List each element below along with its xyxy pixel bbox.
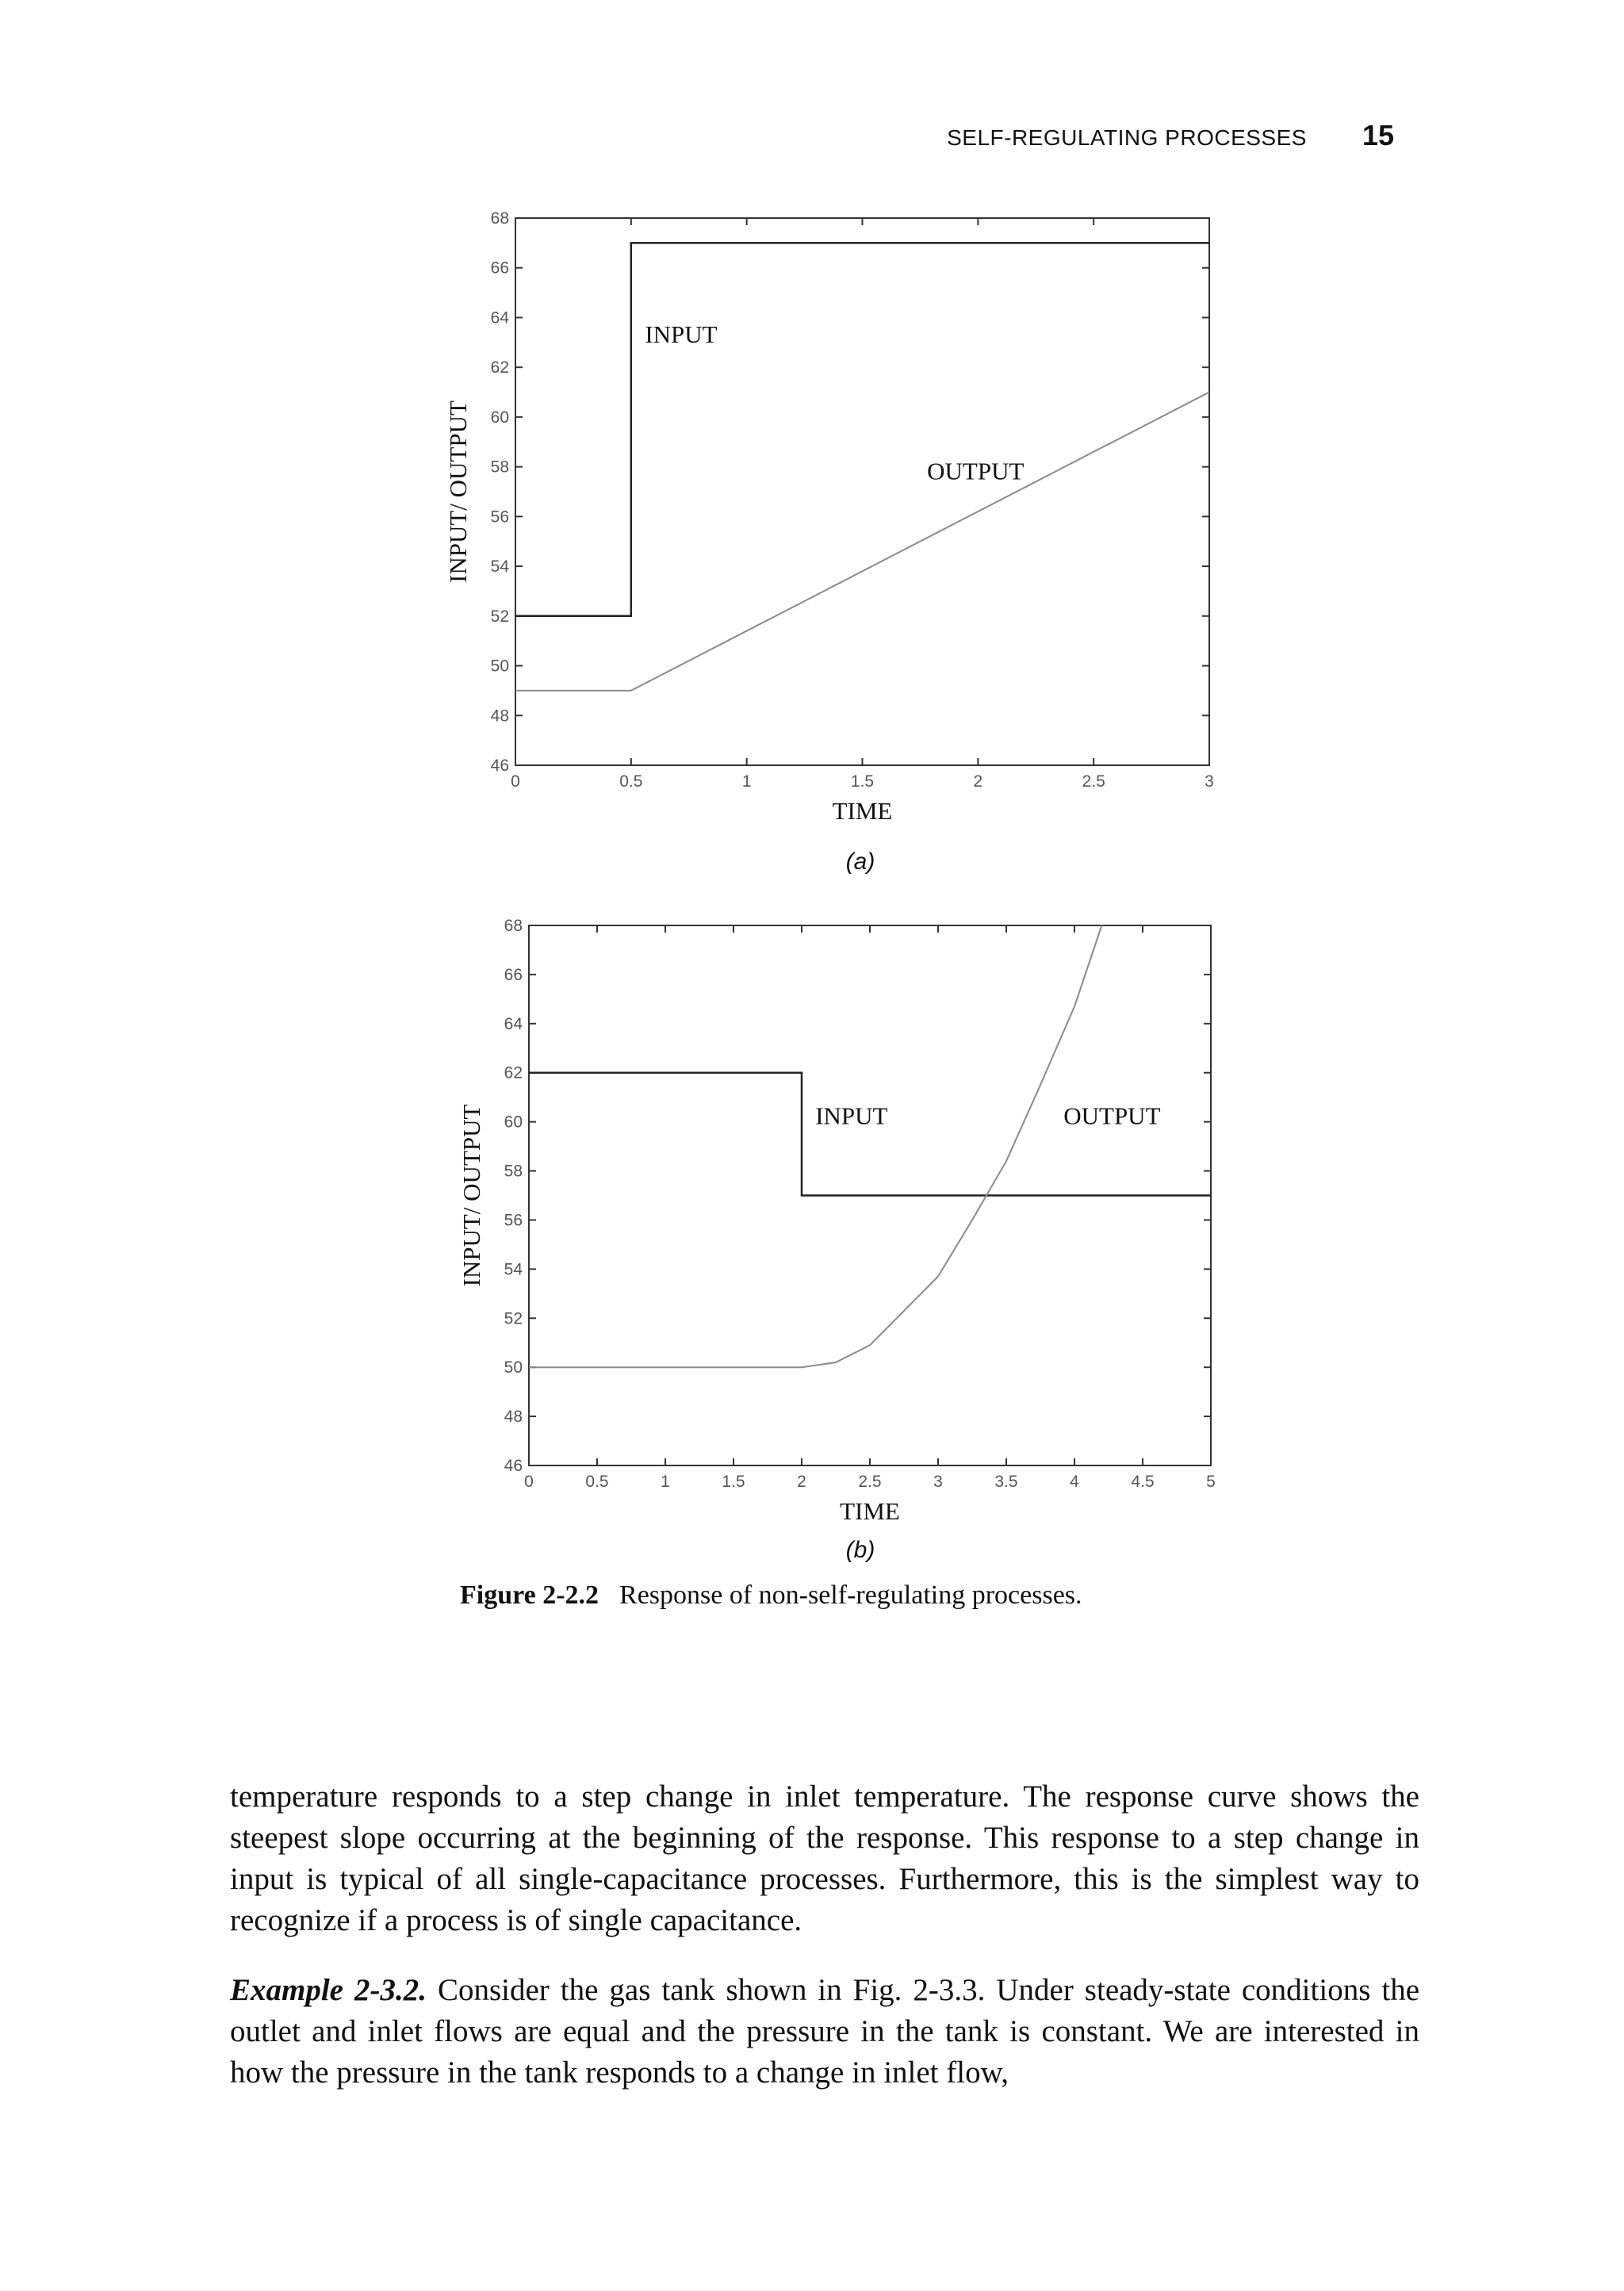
x-tick-label: 0.5 [619,772,643,791]
series-annotation-output: OUTPUT [1063,1101,1161,1130]
y-tick-label: 60 [504,1113,523,1132]
x-tick-label: 1.5 [722,1473,745,1491]
x-tick-label: 0.5 [585,1473,609,1491]
x-tick-label: 5 [1206,1473,1216,1491]
body-paragraph-1 [230,1776,1419,1941]
example-lead: Example 2-3.2. [230,1973,427,2007]
y-tick-label: 60 [490,408,509,427]
series-line-input [529,1073,1211,1196]
x-tick-label: 2 [797,1473,806,1491]
series-annotation-output: OUTPUT [927,457,1025,485]
series-annotation-input: INPUT [645,320,718,348]
y-tick-label: 66 [490,259,509,278]
y-tick-label: 54 [504,1260,523,1279]
series-annotation-input: INPUT [815,1101,888,1130]
example-text-block [230,1970,1419,2094]
y-tick-label: 50 [504,1358,523,1377]
y-tick-label: 56 [504,1211,523,1230]
y-tick-label: 52 [504,1309,523,1328]
x-tick-label: 3 [933,1473,943,1491]
y-tick-label: 48 [504,1408,523,1427]
y-tick-label: 46 [490,757,509,775]
x-tick-label: 2.5 [858,1473,882,1491]
x-tick-label: 3.5 [994,1473,1018,1491]
series-line-output [529,925,1101,1367]
x-tick-label: 2 [973,772,983,791]
y-axis-label: INPUT/ OUTPUT [444,400,472,583]
x-tick-label: 4.5 [1131,1473,1155,1491]
example-paragraph [230,1970,1419,2094]
y-tick-label: 64 [490,308,509,328]
y-tick-label: 68 [504,917,523,935]
x-tick-label: 3 [1205,772,1214,791]
y-tick-label: 50 [490,657,509,676]
panel-a-label: (a) [845,849,875,875]
y-tick-label: 62 [504,1063,523,1082]
figure-caption [460,1580,1082,1611]
x-axis-label: TIME [840,1497,900,1525]
panel-b-label: (b) [845,1537,875,1563]
y-axis-label: INPUT/ OUTPUT [458,1104,485,1287]
example-text: Consider the gas tank shown in Fig. 2-3.3. Under steady-state conditions the outlet and inlet flows are equal and the pressure in the tank is constant. We are interested in how the pressure in the tank responds to a change in inlet flow, [230,1973,1419,2090]
x-tick-label: 4 [1070,1473,1079,1491]
x-tick-label: 1.5 [850,772,875,791]
y-tick-label: 62 [490,358,509,377]
y-tick-label: 64 [504,1014,523,1033]
y-tick-label: 68 [490,209,509,228]
caption-text: Response of non-self-regulating processes. [619,1580,1082,1610]
y-tick-label: 58 [504,1162,523,1181]
running-head: SELF-REGULATING PROCESSES [947,125,1307,150]
x-tick-label: 1 [741,772,752,791]
y-tick-label: 66 [504,965,523,984]
x-tick-label: 2.5 [1082,772,1105,791]
y-tick-label: 58 [490,458,509,477]
caption-number: Figure 2-2.2 [460,1580,599,1610]
y-tick-label: 46 [504,1457,523,1475]
y-tick-label: 48 [490,707,509,726]
paragraph-text: temperature responds to a step change in inlet temperature. The response curve shows the steepest slope occurring at the beginning of the response. This response to a step change in input is typical of all single-capacitance processes. Furthermore, this is the simplest way to recognize if a process is of single capacitance. [230,1780,1419,1937]
page-number: 15 [1362,119,1394,151]
x-tick-label: 1 [661,1473,670,1491]
x-axis-label: TIME [832,797,893,825]
x-tick-label: 0 [511,772,520,791]
y-tick-label: 54 [490,557,509,577]
x-tick-label: 0 [524,1473,534,1491]
y-tick-label: 52 [490,607,509,626]
y-tick-label: 56 [490,508,509,527]
